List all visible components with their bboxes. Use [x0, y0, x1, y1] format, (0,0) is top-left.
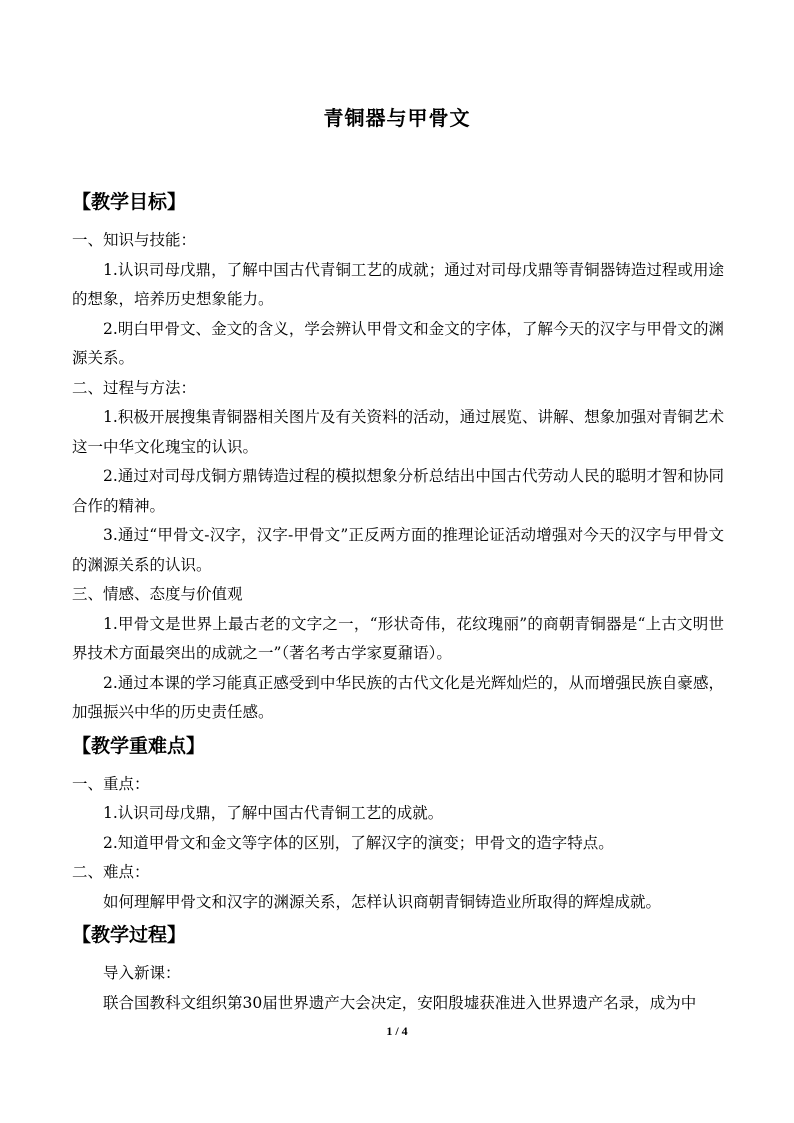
paragraph: 1.积极开展搜集青铜器相关图片及有关资料的活动，通过展览、讲解、想象加强对青铜艺术这一中华文化瑰宝的认识。	[72, 408, 724, 456]
paragraph: 2.通过本课的学习能真正感受到中华民族的古代文化是光辉灿烂的，从而增强民族自豪感，加强振兴中华的历史责任感。	[72, 673, 724, 721]
page-number: 1 / 4	[386, 1024, 408, 1038]
subheading-knowledge: 一、知识与技能：	[72, 231, 197, 249]
document-title: 青铜器与甲骨文	[323, 106, 471, 130]
subheading-values: 三、情感、态度与价值观	[72, 585, 243, 603]
paragraph: 2.知道甲骨文和金文等字体的区别，了解汉字的演变；甲骨文的造字特点。	[103, 833, 614, 852]
paragraph: 1.认识司母戊鼎，了解中国古代青铜工艺的成就；通过对司母戊鼎等青铜器铸造过程或用途的想象，培养历史想象能力。	[72, 260, 724, 308]
paragraph: 联合国教科文组织第30届世界遗产大会决定，安阳殷墟获准进入世界遗产名录，成为中	[103, 993, 697, 1012]
paragraph: 2.通过对司母戊铜方鼎铸造过程的模拟想象分析总结出中国古代劳动人民的聪明才智和协同合作的精神。	[72, 467, 724, 515]
section-heading-keypoints: 【教学重难点】	[72, 734, 206, 757]
section-heading-process: 【教学过程】	[72, 924, 187, 946]
paragraph: 1.认识司母戊鼎，了解中国古代青铜工艺的成就。	[103, 804, 444, 822]
paragraph: 如何理解甲骨文和汉字的渊源关系，怎样认识商朝青铜铸造业所取得的辉煌成就。	[103, 892, 662, 911]
paragraph: 2.明白甲骨文、金文的含义，学会辨认甲骨文和金文的字体，了解今天的汉字与甲骨文的渊源关系。	[72, 319, 724, 367]
subheading-process: 二、过程与方法：	[72, 378, 197, 397]
document-body	[72, 184, 724, 1018]
subheading-difficult: 二、难点：	[72, 863, 150, 881]
section-heading-goals: 【教学目标】	[72, 191, 187, 213]
paragraph: 1.甲骨文是世界上最古老的文字之一，“形状奇伟，花纹瑰丽”的商朝青铜器是“上古文明世界技术方面最突出的成就之一”（著名考古学家夏鼐语）。	[72, 614, 724, 662]
paragraph: 导入新课：	[103, 964, 181, 982]
paragraph: 3.通过“甲骨文-汉字，汉字-甲骨文”正反两方面的推理论证活动增强对今天的汉字与甲骨文的渊源关系的认识。	[72, 526, 724, 574]
subheading-key: 一、重点：	[72, 774, 150, 793]
